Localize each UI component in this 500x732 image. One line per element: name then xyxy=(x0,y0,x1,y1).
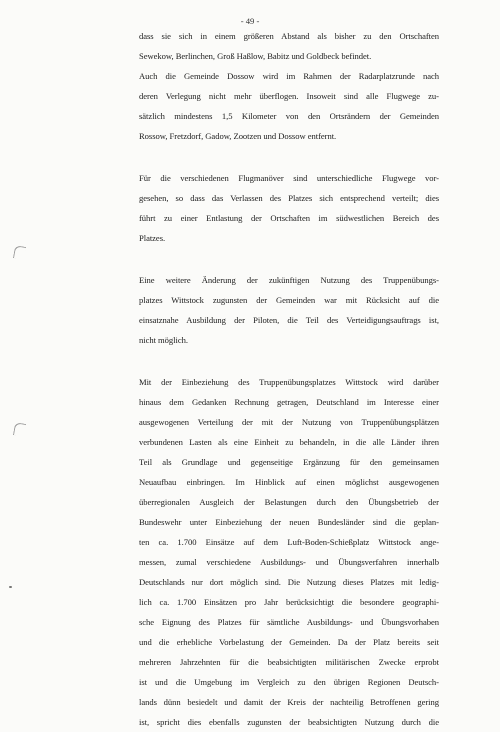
text-line: platzes Wittstock zugunsten der Gemeinden war mit Rücksicht auf die xyxy=(139,295,439,305)
text-line: Auch die Gemeinde Dossow wird im Rahmen der Radarplatzrunde nach xyxy=(139,71,439,81)
text-line: verbundenen Lasten als eine Einheit zu behandeln, in die alle Länder ihren xyxy=(139,437,439,447)
text-line: sätzlich mindestens 1,5 Kilometer von den Ortsrändern der Gemeinden xyxy=(139,111,439,121)
text-line: Mit der Einbeziehung des Truppenübungsplatzes Wittstock wird darüber xyxy=(139,377,439,387)
text-line: gesehen, so dass das Verlassen des Platzes sich entsprechend verteilt; dies xyxy=(139,193,439,203)
text-line: führt zu einer Entlastung der Ortschaften im südwestlichen Bereich des xyxy=(139,213,439,223)
punch-hole-mark xyxy=(13,245,26,260)
page-number: - 49 - xyxy=(240,16,260,26)
paragraph-spacer xyxy=(139,248,439,270)
document-body xyxy=(139,26,439,732)
text-line: mehreren Jahrzehnten für die beabsichtigten militärischen Zwecke erprobt xyxy=(139,657,439,667)
paragraph-spacer xyxy=(139,350,439,372)
text-line: einsatznahe Ausbildung der Piloten, die Teil des Verteidigungsauftrags ist, xyxy=(139,315,439,325)
paragraph xyxy=(139,372,439,732)
paragraph xyxy=(139,168,439,248)
text-line: lich ca. 1.700 Einsätzen pro Jahr berücksichtigt die besondere geographi- xyxy=(139,597,439,607)
text-line: Bundeswehr unter Einbeziehung der neuen Bundesländer sind die geplan- xyxy=(139,517,439,527)
text-line: ist, spricht dies ebenfalls zugunsten der beabsichtigten Nutzung durch die xyxy=(139,717,439,727)
scan-speck xyxy=(9,586,12,588)
text-line: dass sie sich in einem größeren Abstand als bisher zu den Ortschaften xyxy=(139,31,439,41)
text-line: Platzes. xyxy=(139,233,166,243)
punch-hole-mark xyxy=(13,422,26,437)
text-line: messen, zumal verschiedene Ausbildungs- und Übungsverfahren innerhalb xyxy=(139,557,439,567)
text-line: lands dünn besiedelt und damit der Kreis der nachteilig Betroffenen gering xyxy=(139,697,439,707)
paragraph xyxy=(139,270,439,350)
text-line: Für die verschiedenen Flugmanöver sind unterschiedliche Flugwege vor- xyxy=(139,173,439,183)
text-line: und die erhebliche Vorbelastung der Gemeinden. Da der Platz bereits seit xyxy=(139,637,439,647)
text-line: Rossow, Fretzdorf, Gadow, Zootzen und Dossow entfernt. xyxy=(139,131,337,141)
text-line: Eine weitere Änderung der zukünftigen Nutzung des Truppenübungs- xyxy=(139,275,439,285)
text-line: nicht möglich. xyxy=(139,335,188,345)
text-line: Deutschlands nur dort möglich sind. Die Nutzung dieses Platzes mit ledig- xyxy=(139,577,439,587)
text-line: Neuaufbau einbringen. Im Hinblick auf einen möglichst ausgewogenen xyxy=(139,477,439,487)
paragraph-spacer xyxy=(139,146,439,168)
text-line: sche Eignung des Platzes für sämtliche Ausbildungs- und Übungsvorhaben xyxy=(139,617,439,627)
text-line: überregionalen Ausgleich der Belastungen durch den Übungsbetrieb der xyxy=(139,497,439,507)
text-line: Sewekow, Berlinchen, Groß Haßlow, Babitz und Goldbeck befindet. xyxy=(139,51,372,61)
text-line: deren Verlegung nicht mehr überflogen. Insoweit sind alle Flugwege zu- xyxy=(139,91,439,101)
paragraph xyxy=(139,26,439,66)
text-line: Teil als Grundlage und gegenseitige Ergänzung für den gemeinsamen xyxy=(139,457,439,467)
paragraph xyxy=(139,66,439,146)
text-line: ten ca. 1.700 Einsätze auf dem Luft-Boden-Schießplatz Wittstock ange- xyxy=(139,537,439,547)
text-line: ist und die Umgebung im Vergleich zu den übrigen Regionen Deutsch- xyxy=(139,677,439,687)
text-line: hinaus dem Gedanken Rechnung getragen, Deutschland im Interesse einer xyxy=(139,397,439,407)
text-line: ausgewogenen Verteilung der mit der Nutzung von Truppenübungsplätzen xyxy=(139,417,439,427)
